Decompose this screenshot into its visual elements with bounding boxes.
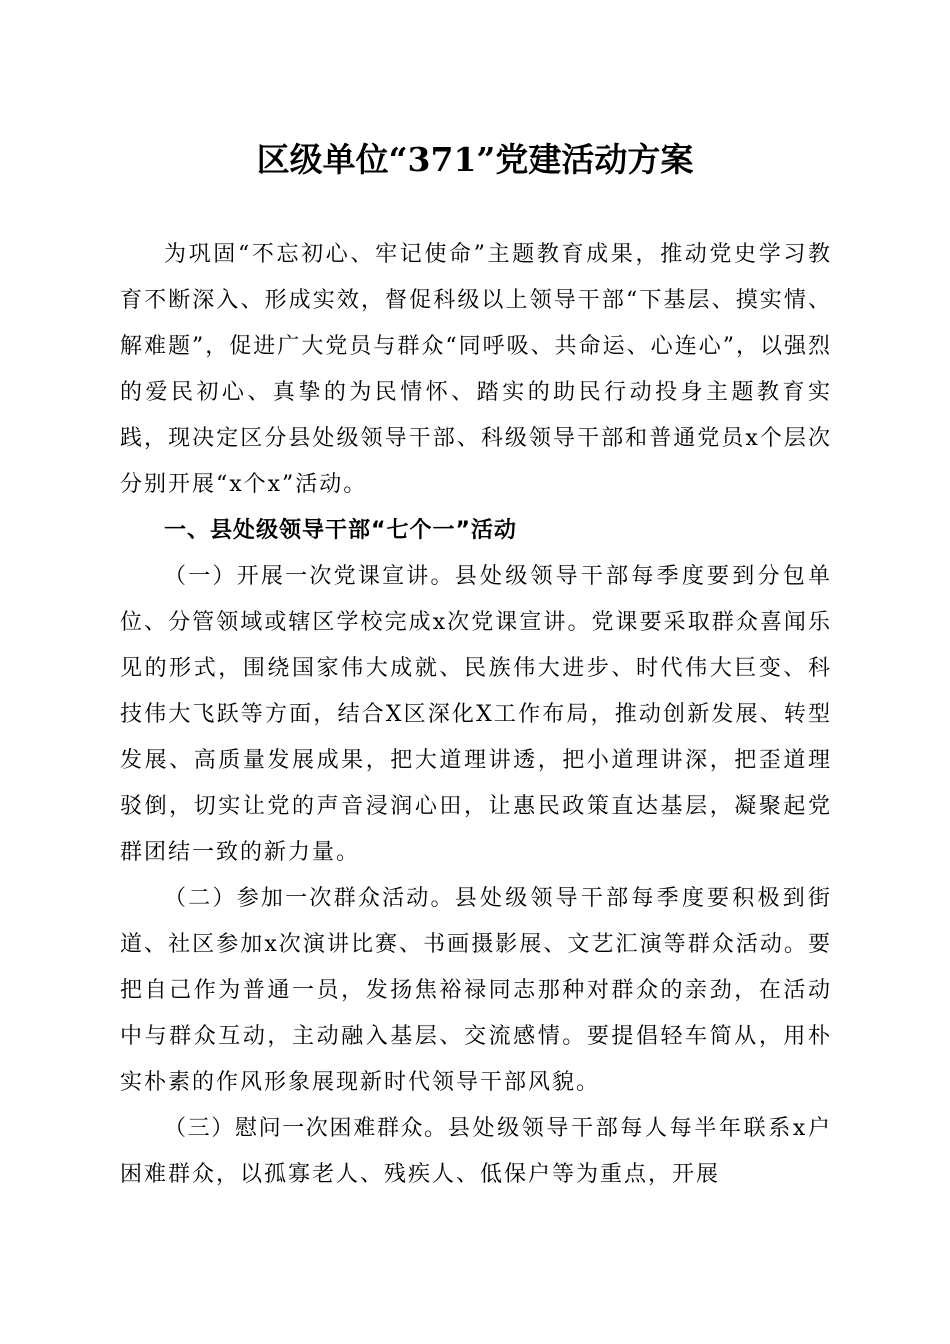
section-heading: 一、县处级领导干部“七个一”活动 <box>164 518 517 543</box>
item-text-3: 县处级领导干部每人每半年联系x户困难群众，以孤寡老人、残疾人、低保户等为重点，开展 <box>120 1116 832 1187</box>
item-text-2: 县处级领导干部每季度要积极到街道、社区参加x次演讲比赛、书画摄影展、文艺汇演等群众活动。要把自己作为普通一员，发扬焦裕禄同志那种对群众的亲劲，在活动中与群众互动，主动融入基层、交流感情。要提倡轻车简从，用朴实朴素的作风形象展现新时代领导干部风貌。 <box>120 886 832 1095</box>
item-lead-3: （三）慰问一次困难群众。 <box>164 1116 448 1141</box>
item-lead-1: （一）开展一次党课宣讲。 <box>164 564 455 589</box>
item-text-1: 县处级领导干部每季度要到分包单位、分管领域或辖区学校完成x次党课宣讲。党课要采取群众喜闻乐见的形式，围绕国家伟大成就、民族伟大进步、时代伟大巨变、科技伟大飞跃等方面，结合X区深化X工作布局，推动创新发展、转型发展、高质量发展成果，把大道理讲透，把小道理讲深，把歪道理驳倒，切实让党的声音浸润心田，让惠民政策直达基层，凝聚起党群团结一致的新力量。 <box>120 564 832 865</box>
item-lead-2: （二）参加一次群众活动。 <box>164 886 455 911</box>
document-title: 区级单位“371”党建活动方案 <box>256 140 694 179</box>
item-paragraph-1 <box>120 554 832 876</box>
item-paragraph-2 <box>120 876 832 1106</box>
document-body <box>120 232 832 1198</box>
item-paragraph-3 <box>120 1106 832 1198</box>
intro-paragraph: 为巩固“不忘初心、牢记使命”主题教育成果，推动党史学习教育不断深入、形成实效，督促科级以上领导干部“下基层、摸实情、解难题”，促进广大党员与群众“同呼吸、共命运、心连心”，以强烈的爱民初心、真挚的为民情怀、踏实的助民行动投身主题教育实践，现决定区分县处级领导干部、科级领导干部和普通党员x个层次分别开展“x个x”活动。 <box>120 242 832 497</box>
